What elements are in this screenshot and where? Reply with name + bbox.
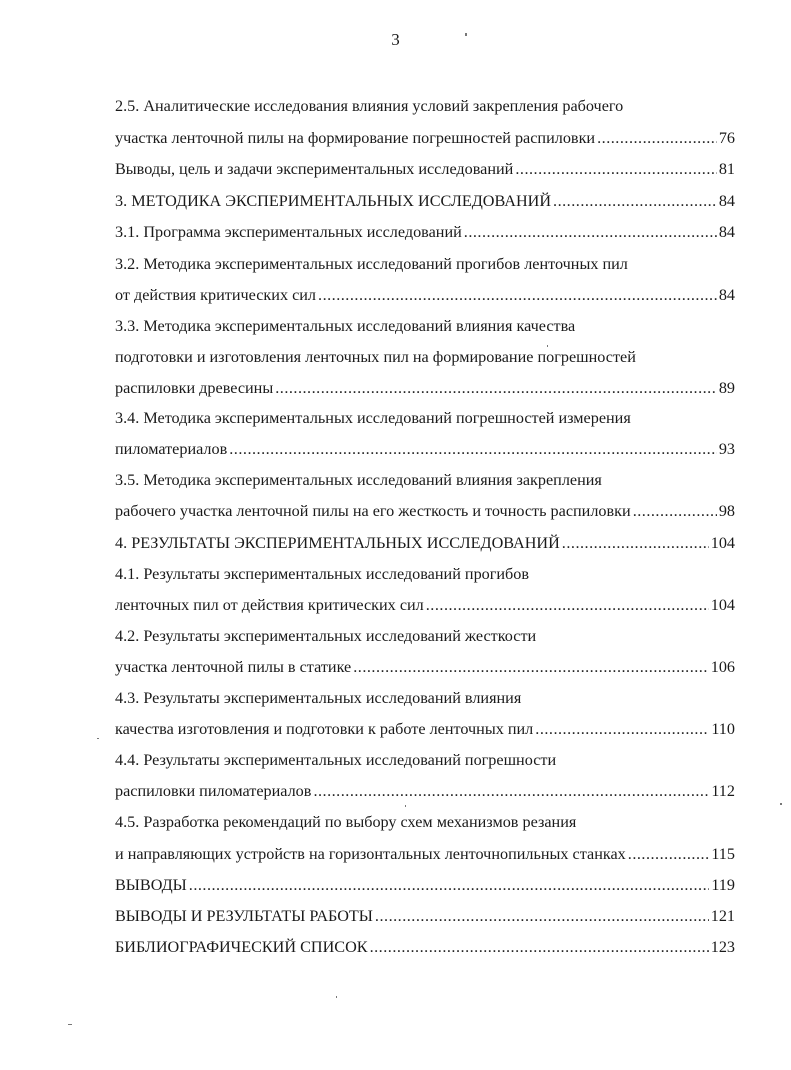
leader-dots [370,935,709,959]
toc-page-number: 84 [718,192,735,210]
toc-entry-text: 4.2. Результаты экспериментальных исследований жесткости [115,627,537,645]
toc-entry-text: БИБЛИОГРАФИЧЕСКИЙ СПИСОК [115,938,368,956]
toc-page-number: 98 [718,502,735,520]
toc-line [115,810,735,834]
leader-dots [515,157,716,181]
toc-page-number: 84 [718,286,735,304]
toc-line [115,531,735,555]
toc-line [115,593,735,617]
toc-line [115,468,735,492]
toc-entry-text: и направляющих устройств на горизонтальных ленточнопильных станках [115,845,626,863]
toc-page-number: 121 [710,907,735,925]
leader-dots [464,220,717,244]
toc-line [115,126,735,150]
leader-dots [535,717,709,741]
toc-page-number: 115 [711,845,735,863]
toc-page-number: 81 [718,160,735,178]
leader-dots [553,189,717,213]
toc-page-number: 104 [710,596,735,614]
toc-entry-text: участка ленточной пилы на формирование погрешностей распиловки [115,129,596,147]
toc-entry-text: 3.5. Методика экспериментальных исследований влияния закрепления [115,471,602,489]
toc-line [115,437,735,461]
toc-line [115,406,735,430]
toc-entry-text: распиловки пиломатериалов [115,782,312,800]
toc-entry-text: 3. МЕТОДИКА ЭКСПЕРИМЕНТАЛЬНЫХ ИССЛЕДОВАНИЙ [115,192,552,210]
leader-dots [353,655,708,679]
toc-entry-text: 4.3. Результаты экспериментальных исследований влияния [115,689,522,707]
leader-dots [318,283,717,307]
toc-entry-text: 2.5. Аналитические исследования влияния условий закрепления рабочего [115,97,624,115]
scan-speck [68,1024,72,1025]
toc-line [115,562,735,586]
toc-entry-text: участка ленточной пилы в статике [115,658,352,676]
toc-entry-text: от действия критических сил [115,286,317,304]
toc-line [115,842,735,866]
toc-entry-text: подготовки и изготовления ленточных пил на формирование погрешностей [115,348,636,366]
toc-page-number: 89 [718,379,735,397]
leader-dots [229,437,717,461]
toc-line [115,499,735,523]
toc-entry-text: 3.4. Методика экспериментальных исследований погрешностей измерения [115,409,631,427]
toc-entry-text: пиломатериалов [115,440,228,458]
toc-line [115,252,735,276]
toc-page-number: 110 [711,720,735,738]
toc-entry-text: 3.2. Методика экспериментальных исследований прогибов ленточных пил [115,255,628,273]
toc-line [115,873,735,897]
page-number: 3 [391,30,400,49]
toc-line [115,935,735,959]
toc-line [115,220,735,244]
toc-page-number: 76 [718,129,735,147]
toc-line [115,748,735,772]
toc-line [115,717,735,741]
leader-dots [562,531,709,555]
toc-entry-text: распиловки древесины [115,379,274,397]
toc-page-number: 84 [718,223,735,241]
toc-line [115,624,735,648]
toc-entry-text: качества изготовления и подготовки к работе ленточных пил [115,720,534,738]
toc-entry-text: 4.5. Разработка рекомендаций по выбору схем механизмов резания [115,813,577,831]
toc-page-number: 93 [718,440,735,458]
toc-line [115,283,735,307]
toc-page-number: 106 [710,658,735,676]
leader-dots [375,904,709,928]
leader-dots [426,593,709,617]
scan-speck [336,996,337,998]
toc-page-number: 104 [710,534,735,552]
leader-dots [275,376,717,400]
toc-line [115,779,735,803]
toc-line [115,157,735,181]
leader-dots [313,779,709,803]
toc-line [115,314,735,338]
scan-speck [547,345,548,347]
toc-entry-text: 3.3. Методика экспериментальных исследований влияния качества [115,317,576,335]
scan-speck [97,738,99,739]
toc-line [115,189,735,213]
toc-entry-text: рабочего участка ленточной пилы на его жесткость и точность распиловки [115,502,631,520]
toc-entry-text: ВЫВОДЫ И РЕЗУЛЬТАТЫ РАБОТЫ [115,907,373,925]
toc-line [115,94,735,118]
toc-entry-text: Выводы, цель и задачи экспериментальных исследований [115,160,514,178]
scan-speck [465,33,467,36]
toc-line [115,655,735,679]
toc-line [115,904,735,928]
leader-dots [597,126,717,150]
toc-line [115,345,735,369]
leader-dots [633,499,717,523]
toc-page-number: 112 [711,782,735,800]
toc-entry-text: ВЫВОДЫ [115,876,187,894]
toc-line [115,686,735,710]
toc-page-number: 119 [711,876,735,894]
toc-entry-text: 4.1. Результаты экспериментальных исследований прогибов [115,565,530,583]
toc-line [115,376,735,400]
toc-entry-text: ленточных пил от действия критических сил [115,596,424,614]
scan-speck [405,805,406,807]
leader-dots [628,842,710,866]
leader-dots [189,873,710,897]
scan-speck [780,803,782,805]
toc-entry-text: 3.1. Программа экспериментальных исследований [115,223,462,241]
toc-page-number: 123 [710,938,735,956]
toc-entry-text: 4.4. Результаты экспериментальных исследований погрешности [115,751,557,769]
toc-entry-text: 4. РЕЗУЛЬТАТЫ ЭКСПЕРИМЕНТАЛЬНЫХ ИССЛЕДОВАНИЙ [115,534,560,552]
